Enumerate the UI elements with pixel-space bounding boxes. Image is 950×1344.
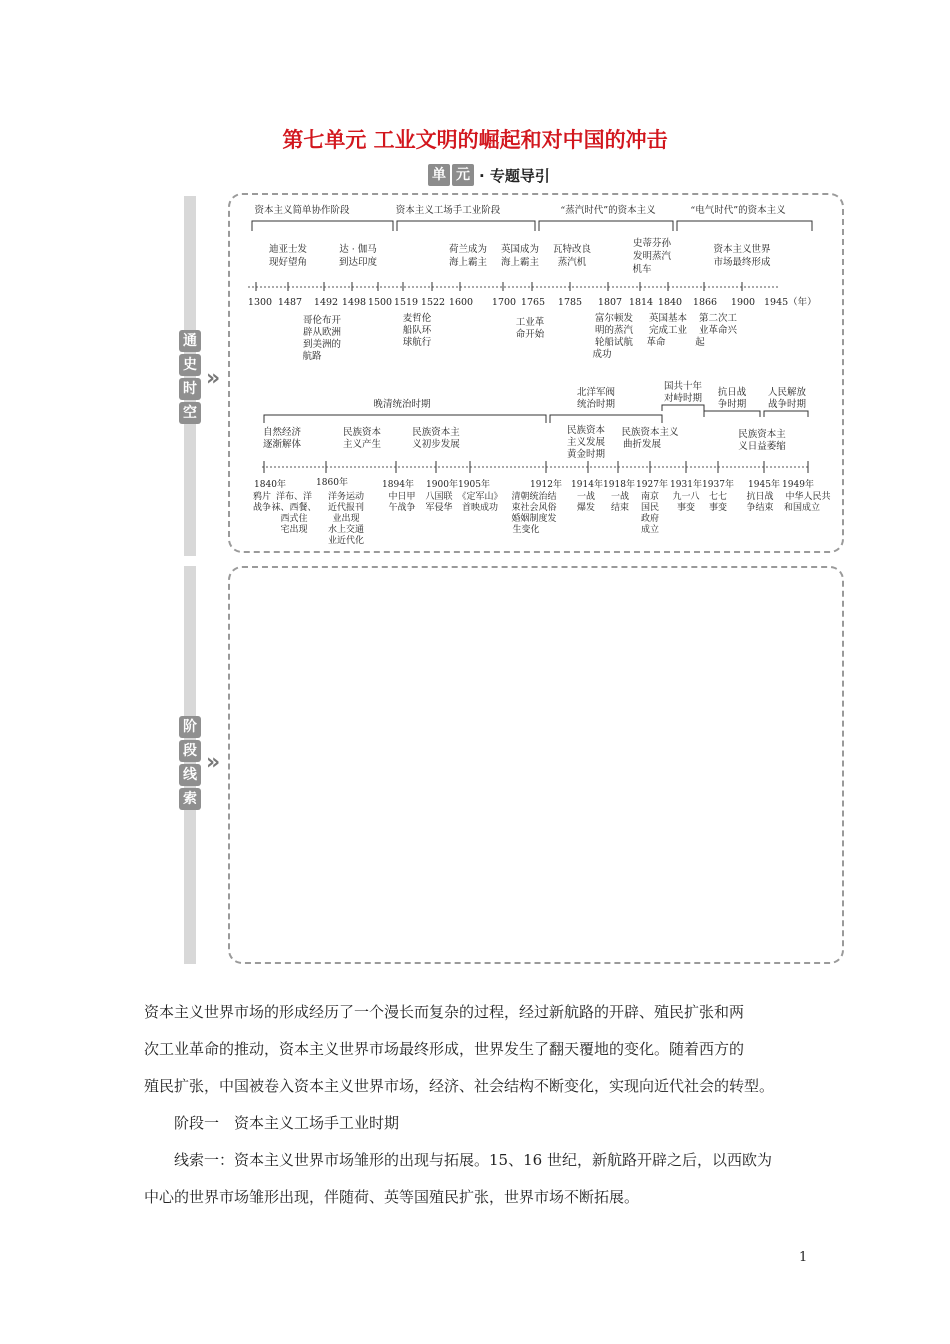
event xyxy=(382,478,415,513)
tick-label: 1519 xyxy=(393,297,419,308)
body-line: 殖民扩张，中国被卷入资本主义世界市场，经济、社会结构不断变化，实现向近代社会的转型。 xyxy=(144,1077,775,1095)
above-event-text: 现好望角 xyxy=(268,257,308,268)
below-event-text: 哥伦布开 xyxy=(302,315,342,326)
phase-text: 主义产生 xyxy=(342,439,382,450)
event-text: 争结束 xyxy=(746,503,774,513)
event-year: 1905年 xyxy=(458,480,490,490)
below-event-text: 船队环 xyxy=(402,325,432,336)
event-text: 清朝统治结 xyxy=(511,492,557,502)
event-text: 洋布、洋 xyxy=(275,492,313,502)
below-event-text: 富尔顿发 xyxy=(594,313,634,324)
event-text: 水上交通 xyxy=(327,525,365,535)
phase-label xyxy=(263,426,302,450)
above-event xyxy=(632,237,671,275)
below-event-text: 麦哲伦 xyxy=(402,313,432,324)
event xyxy=(603,478,635,513)
below-event xyxy=(695,312,737,348)
event-text: 西式住 xyxy=(280,514,308,524)
event-text: 中日甲 xyxy=(388,492,416,502)
section-heading: 阶段一 资本主义工场手工业时期 xyxy=(174,1114,400,1132)
below-event-text: 辟从欧洲 xyxy=(302,327,342,338)
event-text: 事变 xyxy=(708,503,728,513)
above-event-text: 英国成为 xyxy=(500,244,540,255)
event-text: 《定军山》 xyxy=(457,492,503,502)
event-text: 鸦片 xyxy=(252,492,272,502)
event-text: 业近代化 xyxy=(327,536,365,546)
double-chevron-right-icon: » xyxy=(206,366,221,391)
above-event xyxy=(553,243,592,268)
period-label xyxy=(373,398,431,410)
event xyxy=(457,478,502,513)
event xyxy=(511,478,561,535)
double-chevron-right-icon: » xyxy=(206,750,221,775)
subtitle-chip-1: 单 xyxy=(428,164,450,186)
event-text: 宅出现 xyxy=(280,525,308,535)
tick-label: 1765 xyxy=(520,297,546,308)
below-event-text: 完成工业 xyxy=(648,325,688,336)
side-label-2-char: 索 xyxy=(179,788,201,810)
period-text: 统治时期 xyxy=(576,399,616,410)
stage-label: “电气时代”的资本主义 xyxy=(690,205,786,216)
below-event-text: 航路 xyxy=(302,351,322,362)
event-text: 战争 xyxy=(252,503,272,513)
period-text: 国共十年 xyxy=(663,381,703,392)
below-event-text: 工业革 xyxy=(515,317,545,328)
above-event-text: 到达印度 xyxy=(338,257,378,268)
event-text: 抗日战 xyxy=(746,492,774,502)
tick-label: 1498 xyxy=(341,297,367,308)
event xyxy=(746,478,779,513)
subtitle-text: · 专题导引 xyxy=(479,166,550,185)
event-year: 1931年 xyxy=(670,480,702,490)
period-label xyxy=(664,380,703,404)
body-line: 中心的世界市场雏形出现，伴随荷、英等国殖民扩张，世界市场不断拓展。 xyxy=(144,1188,640,1206)
below-event xyxy=(403,312,432,348)
tick-label: 1785 xyxy=(557,297,583,308)
event-year: 1914年 xyxy=(571,480,603,490)
phase-text: 逐渐解体 xyxy=(262,439,302,450)
phase-text: 民族资本主义 xyxy=(621,427,679,438)
period-text: 战争时期 xyxy=(767,399,807,410)
above-event-text: 史蒂芬孙 xyxy=(632,238,672,249)
tick-label: 1814 xyxy=(628,297,654,308)
tick-label: 1900 xyxy=(730,297,756,308)
body-line: 次工业革命的推动，资本主义世界市场最终形成，世界发生了翻天覆地的变化。随着西方的 xyxy=(144,1040,745,1058)
event-text: 一战 xyxy=(610,492,630,502)
phase-label xyxy=(343,426,382,450)
stage-label: 资本主义工场手工业阶段 xyxy=(395,205,501,216)
below-event xyxy=(302,314,341,362)
below-event-text: 到美洲的 xyxy=(302,339,342,350)
stage-label: 资本主义简单协作阶段 xyxy=(254,205,350,216)
period-text: 晚清统治时期 xyxy=(373,399,431,410)
side-label-2-char: 线 xyxy=(179,764,201,786)
page-number: 1 xyxy=(799,1250,808,1265)
below-event-text: 成功 xyxy=(592,349,612,360)
phase-text: 民族资本 xyxy=(342,427,382,438)
tick-label: 1840 xyxy=(657,297,683,308)
event-year: 1840年 xyxy=(254,480,286,490)
phase-text: 自然经济 xyxy=(262,427,302,438)
period-text: 人民解放 xyxy=(767,387,807,398)
event-text: 结束 xyxy=(610,503,630,513)
period-text: 抗日战 xyxy=(717,387,747,398)
phase-label xyxy=(738,428,786,452)
below-event-text: 革命 xyxy=(646,337,666,348)
below-event-text: 命开始 xyxy=(515,329,545,340)
side-label-1 xyxy=(176,330,204,424)
below-event-text: 明的蒸汽 xyxy=(594,325,634,336)
event-text: 洋务运动 xyxy=(327,492,365,502)
tick-label: 1700 xyxy=(491,297,517,308)
below-event-text: 球航行 xyxy=(402,337,432,348)
tick-label: 1866 xyxy=(692,297,718,308)
above-event-text: 海上霸主 xyxy=(500,257,540,268)
event-text: 军侵华 xyxy=(425,503,453,513)
above-event-text: 市场最终形成 xyxy=(713,257,771,268)
event-text: 婚姻制度发 xyxy=(511,514,557,524)
above-event-text: 资本主义世界 xyxy=(713,244,771,255)
phase-text: 民族资本主 xyxy=(738,429,786,440)
below-event-text: 起 xyxy=(695,337,705,348)
event-text: 政府 xyxy=(640,514,660,524)
event-text: 生变化 xyxy=(512,525,540,535)
timeline-box xyxy=(228,193,844,553)
event-text: 七七 xyxy=(708,492,728,502)
side-label-1-char: 空 xyxy=(179,402,201,424)
period-label xyxy=(768,386,807,410)
subtitle-chip-2: 元 xyxy=(452,164,474,186)
event-text: 国民 xyxy=(640,503,660,513)
above-event-text: 迪亚士发 xyxy=(268,244,308,255)
body-line: 资本主义世界市场的形成经历了一个漫长而复杂的过程，经过新航路的开辟、殖民扩张和两 xyxy=(144,1003,745,1021)
event-text: 一战 xyxy=(576,492,596,502)
above-event-text: 达 · 伽马 xyxy=(339,244,377,255)
phase-label xyxy=(567,424,606,460)
event-year: 1937年 xyxy=(702,480,734,490)
period-label xyxy=(718,386,747,410)
above-event xyxy=(501,243,540,268)
phase-text: 黄金时期 xyxy=(566,449,606,460)
timeline-svg xyxy=(230,195,842,551)
event-text: 九一八 xyxy=(672,492,700,502)
period-text: 争时期 xyxy=(717,399,747,410)
below-event xyxy=(646,312,687,348)
below-event xyxy=(516,316,545,340)
above-event-text: 瓦特改良 xyxy=(552,244,592,255)
above-event xyxy=(269,243,308,268)
tick-label: 1945（年） xyxy=(764,297,817,308)
tick-label: 1500 xyxy=(367,297,393,308)
event-year: 1918年 xyxy=(603,480,635,490)
tick-label: 1492 xyxy=(313,297,339,308)
event-text: 近代报刊 xyxy=(327,503,365,513)
above-event xyxy=(713,243,771,268)
unit-title: 第七单元 工业文明的崛起和对中国的冲击 xyxy=(282,128,668,152)
event-year: 1912年 xyxy=(530,480,562,490)
side-label-2-char: 阶 xyxy=(179,716,201,738)
event xyxy=(702,478,734,513)
stage-label: “蒸汽时代”的资本主义 xyxy=(560,205,656,216)
event-text: 午战争 xyxy=(388,503,416,513)
phase-text: 民族资本主 xyxy=(412,427,460,438)
event xyxy=(271,490,316,535)
phase-label xyxy=(621,426,679,450)
period-text: 北洋军阀 xyxy=(576,387,616,398)
below-event xyxy=(592,312,633,360)
side-label-2-char: 段 xyxy=(179,740,201,762)
phase-text: 民族资本 xyxy=(566,425,606,436)
above-event-text: 机车 xyxy=(632,264,652,275)
section-subtitle xyxy=(428,163,550,187)
period-text: 对峙时期 xyxy=(663,393,703,404)
event-text: 南京 xyxy=(640,492,660,502)
event-text: 爆发 xyxy=(576,503,596,513)
above-event-text: 蒸汽机 xyxy=(557,257,587,268)
stage-clues-box xyxy=(228,566,844,964)
phase-label xyxy=(412,426,460,450)
side-label-1-char: 时 xyxy=(179,378,201,400)
phase-text: 义日益萎缩 xyxy=(738,441,786,452)
body-text xyxy=(144,994,814,1216)
side-label-2 xyxy=(176,716,204,810)
event xyxy=(425,478,457,513)
event-year: 1945年 xyxy=(748,480,780,490)
event-year: 1894年 xyxy=(382,480,414,490)
tick-label: 1600 xyxy=(448,297,474,308)
event xyxy=(571,478,603,513)
event xyxy=(636,478,668,535)
below-event-text: 英国基本 xyxy=(648,313,688,324)
event-year: 1900年 xyxy=(426,480,458,490)
event-text: 束社会风俗 xyxy=(511,503,557,513)
event-text: 八国联 xyxy=(425,492,453,502)
tick-label: 1487 xyxy=(277,297,303,308)
phase-text: 主义发展 xyxy=(566,437,606,448)
tick-label: 1807 xyxy=(597,297,623,308)
event-text: 中华人民共 xyxy=(785,492,831,502)
below-event-text: 第二次工 xyxy=(698,313,738,324)
below-event-text: 轮船试航 xyxy=(594,337,634,348)
phase-text: 义初步发展 xyxy=(412,439,460,450)
side-label-1-char: 通 xyxy=(179,330,201,352)
event-year: 1949年 xyxy=(782,480,814,490)
side-label-1-char: 史 xyxy=(179,354,201,376)
event-text: 首映成功 xyxy=(461,503,499,513)
event-text: 和国成立 xyxy=(783,503,821,513)
above-event-text: 荷兰成为 xyxy=(448,244,488,255)
body-line: 线索一：资本主义世界市场雏形的出现与拓展。15、16 世纪，新航路开辟之后，以西欧为 xyxy=(174,1151,772,1169)
event-year: 1860年 xyxy=(316,478,348,488)
event xyxy=(782,478,830,513)
above-event xyxy=(449,243,488,268)
below-event-text: 业革命兴 xyxy=(698,325,738,336)
period-label xyxy=(577,386,616,410)
above-event-text: 海上霸主 xyxy=(448,257,488,268)
event-text: 成立 xyxy=(640,525,660,535)
tick-label: 1522 xyxy=(420,297,446,308)
event xyxy=(316,476,364,546)
tick-label: 1300 xyxy=(247,297,273,308)
event xyxy=(670,478,702,513)
event-year: 1927年 xyxy=(636,480,668,490)
above-event xyxy=(339,243,378,268)
event-text: 袜、西餐、 xyxy=(271,503,317,513)
above-event-text: 发明蒸汽 xyxy=(632,251,672,262)
event-text: 业出现 xyxy=(332,514,360,524)
event-text: 事变 xyxy=(676,503,696,513)
phase-text: 曲折发展 xyxy=(622,439,662,450)
